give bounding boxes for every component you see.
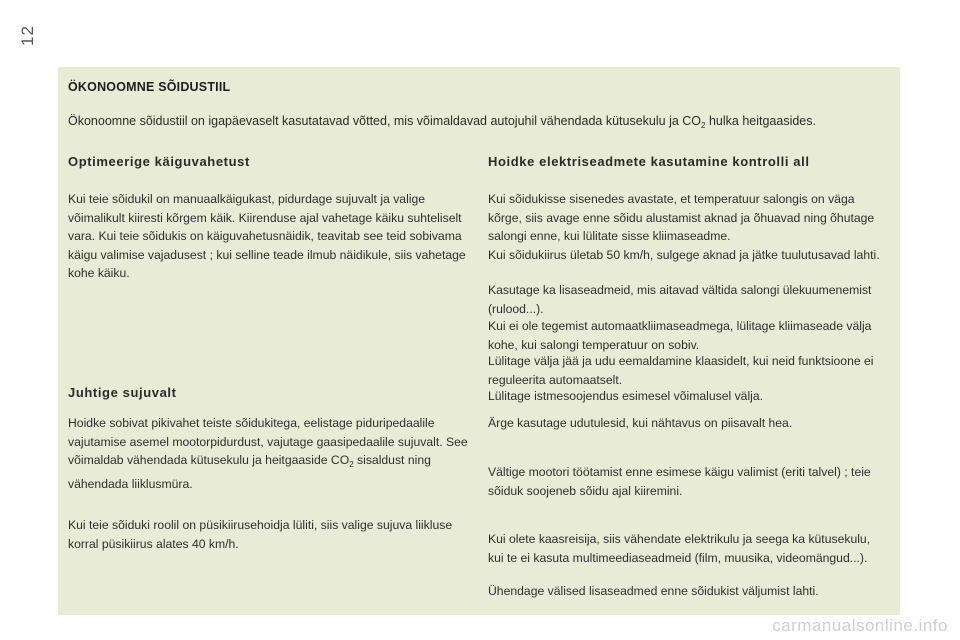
electrical-paragraph-7: Ärge kasutage udutulesid, kui nähtavus on piisavalt hea.: [488, 416, 793, 430]
intro-text: Ökonoomne sõidustiil on igapäevaselt kasutatavad võtted, mis võimaldavad autojuhil vähendada kütusekulu ja CO: [68, 114, 702, 128]
gear-shifting-paragraph: Kui teie sõidukil on manuaalkäigukast, pidurdage sujuvalt ja valige võimalikult kiiresti kõrgem käik. Kiirenduse ajal vahetage käiku suhteliselt vara. Kui teie sõidukis on käiguvahetusnäidik, teavitab see teid sobivama käigu valimise vajadusest ; kui selline teade ilmub näidikule, siis vahetage kohe käiku.: [68, 192, 466, 280]
heading-electrical-equipment: Hoidke elektriseadmete kasutamine kontrolli all: [488, 154, 810, 169]
electrical-paragraph-6: Lülitage istmesoojendus esimesel võimalusel välja.: [488, 389, 764, 403]
electrical-paragraph-1: Kui sõidukisse sisenedes avastate, et temperatuur salongis on väga kõrge, siis avage enne sõidu alustamist aknad ja õhuavad ning õhutage salongi enne, kui lülitate sisse kliimaseadme.: [488, 192, 875, 243]
watermark: carmanualsonline.info: [772, 616, 948, 635]
intro-paragraph: [68, 113, 898, 134]
electrical-paragraph-2: Kui sõidukiirus ületab 50 km/h, sulgege aknad ja jätke tuulutusavad lahti.: [488, 248, 880, 262]
electrical-paragraph-10: Ühendage välised lisaseadmed enne sõidukist väljumist lahti.: [488, 584, 819, 598]
electrical-paragraph-8: Vältige mootori töötamist enne esimese käigu valimist (eriti talvel) ; teie sõiduk soojeneb sõidu ajal kiiremini.: [488, 465, 871, 498]
intro-co2-subscript: 2: [701, 121, 706, 130]
smooth-driving-text-end: sisaldust ning vähendada liiklusmüra.: [68, 453, 431, 491]
smooth-driving-text: Hoidke sobivat pikivahet teiste sõidukitega, eelistage piduripedaalile vajutamise asemel mootorpidurdust, vajutage gaasipedaalile sujuvalt. See võimaldab vähendada kütusekulu ja heitgaaside CO: [68, 416, 468, 467]
page-number: 12: [18, 25, 37, 46]
cruise-control-paragraph: Kui teie sõiduki roolil on püsikiirusehoidja lüliti, siis valige sujuva liikluse korral püsikiirus alates 40 km/h.: [68, 518, 453, 551]
electrical-paragraph-3: Kasutage ka lisaseadmeid, mis aitavad vältida salongi ülekuumenemist (rulood...).: [488, 283, 872, 316]
co2-subscript: 2: [349, 460, 354, 469]
electrical-paragraph-9: Kui olete kaasreisija, siis vähendate elektrikulu ja seega ka kütusekulu, kui te ei kasuta multimeediaseadmeid (film, muusika, videomängud...).: [488, 532, 871, 565]
electrical-paragraph-4: Kui ei ole tegemist automaatkliimaseadmega, lülitage kliimaseade välja kohe, kui salongi temperatuur on sobiv.: [488, 319, 872, 352]
page-title: ÖKONOOMNE SÕIDUSTIIL: [68, 80, 231, 94]
heading-gear-shifting: Optimeerige käiguvahetust: [68, 154, 250, 169]
electrical-paragraph-5: Lülitage välja jää ja udu eemaldamine klaasidelt, kui neid funktsioone ei reguleerita automaatselt.: [488, 354, 874, 387]
intro-text-end: hulka heitgaasides.: [705, 114, 816, 128]
smooth-driving-paragraph: [68, 414, 468, 493]
heading-smooth-driving: Juhtige sujuvalt: [68, 385, 177, 400]
